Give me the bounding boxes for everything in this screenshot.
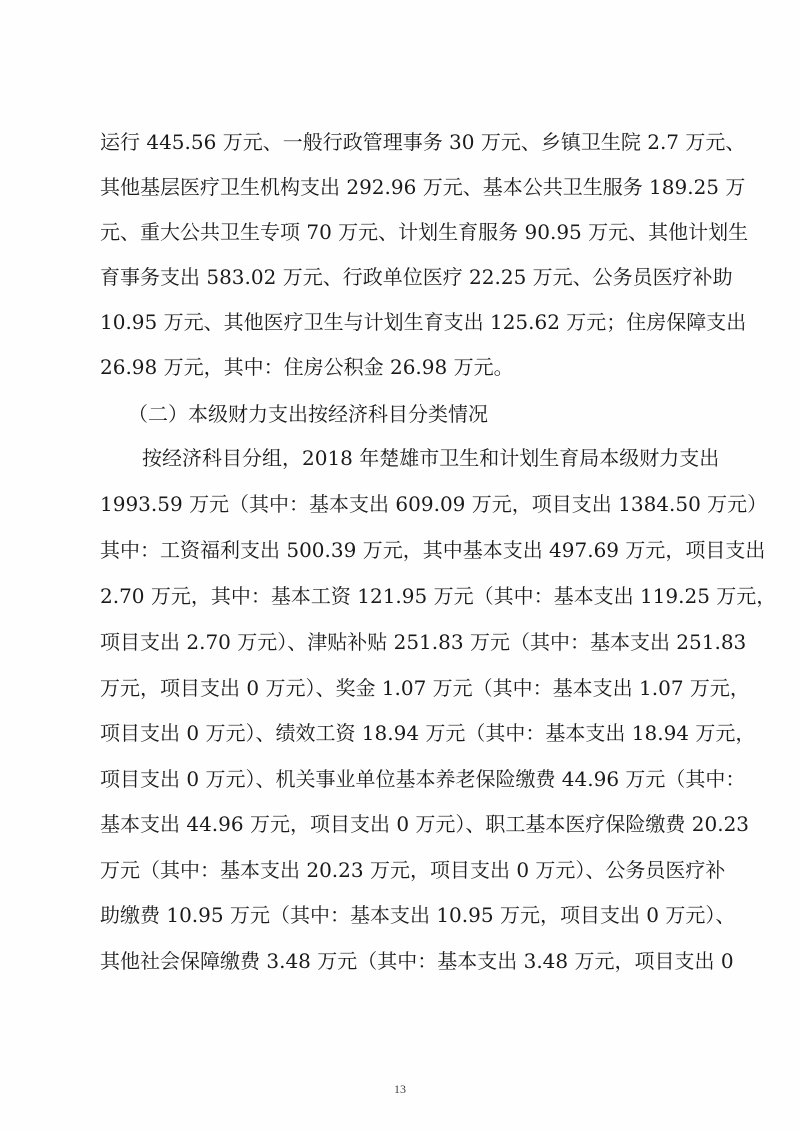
- text-line: 元、重大公共卫生专项 70 万元、计划生育服务 90.95 万元、其他计划生: [100, 220, 749, 244]
- text-line: 其他社会保障缴费 3.48 万元（其中：基本支出 3.48 万元，项目支出 0: [100, 949, 734, 973]
- text-line: 基本支出 44.96 万元，项目支出 0 万元）、职工基本医疗保险缴费 20.23: [100, 812, 750, 836]
- text-line: 运行 445.56 万元、一般行政管理事务 30 万元、乡镇卫生院 2.7 万元、: [100, 130, 746, 154]
- page-number: 13: [394, 1082, 406, 1096]
- text-line: 1993.59 万元（其中：基本支出 609.09 万元，项目支出 1384.50 万元）: [100, 492, 768, 516]
- text-line-paragraph-end: 26.98 万元，其中：住房公积金 26.98 万元。: [100, 355, 514, 379]
- text-line: 10.95 万元、其他医疗卫生与计划生育支出 125.62 万元；住房保障支出: [100, 310, 747, 334]
- section-heading: （二）本级财力支出按经济科目分类情况: [128, 402, 488, 426]
- text-line: 2.70 万元，其中：基本工资 121.95 万元（其中：基本支出 119.25 万元，: [100, 584, 777, 608]
- text-line: 万元（其中：基本支出 20.23 万元，项目支出 0 万元）、公务员医疗补: [100, 858, 726, 882]
- text-line-paragraph-start: 按经济科目分组，2018 年楚雄市卫生和计划生育局本级财力支出: [142, 446, 720, 470]
- text-line: 其中：工资福利支出 500.39 万元，其中基本支出 497.69 万元，项目支出: [100, 538, 766, 562]
- text-line: 万元，项目支出 0 万元）、奖金 1.07 万元（其中：基本支出 1.07 万元，: [100, 676, 750, 700]
- text-line: 助缴费 10.95 万元（其中：基本支出 10.95 万元，项目支出 0 万元）、: [100, 903, 736, 927]
- text-line: 项目支出 2.70 万元）、津贴补贴 251.83 万元（其中：基本支出 251.83: [100, 630, 747, 654]
- text-line: 育事务支出 583.02 万元、行政单位医疗 22.25 万元、公务员医疗补助: [100, 265, 733, 289]
- text-line: 项目支出 0 万元）、绩效工资 18.94 万元（其中：基本支出 18.94 万元，: [100, 721, 756, 745]
- text-line: 其他基层医疗卫生机构支出 292.96 万元、基本公共卫生服务 189.25 万: [100, 175, 746, 199]
- text-line: 项目支出 0 万元）、机关事业单位基本养老保险缴费 44.96 万元（其中：: [100, 767, 746, 791]
